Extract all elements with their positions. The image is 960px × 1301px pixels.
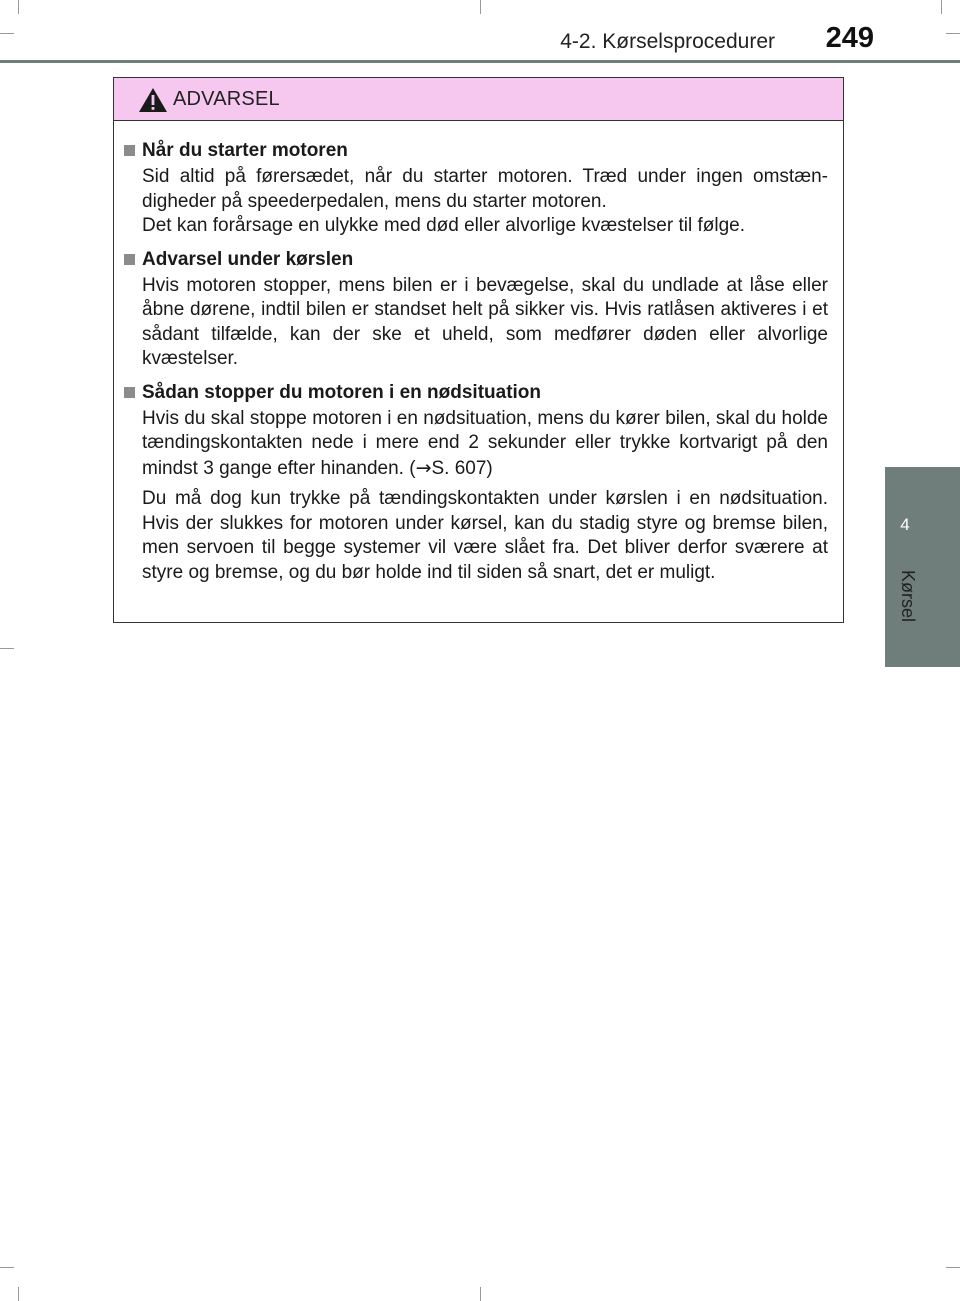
- chapter-label: Kørsel: [898, 570, 918, 623]
- chapter-number: 4: [900, 515, 910, 534]
- crop-mark: [18, 1287, 19, 1301]
- paragraph: Du må dog kun trykke på tændingskontakten under kørslen i en nødsituation. Hvis der slukkes for motoren under kørsel, kan du stadig styre og bremse bilen, men servoen til begge systemer vil være slået fra. Det bliver derfor sværere at styre og bremse, og du bør holde ind til siden så snart, det er muligt.: [142, 488, 828, 583]
- crop-mark: [480, 0, 481, 14]
- section-title: 4-2. Kørselsprocedurer: [560, 30, 775, 53]
- square-bullet-icon: [124, 145, 135, 156]
- crop-mark: [941, 0, 942, 14]
- warning-header: [114, 78, 843, 121]
- square-bullet-icon: [124, 387, 135, 398]
- warning-section: [124, 138, 828, 239]
- paragraph: Hvis du skal stoppe motoren i en nødsituation, mens du kører bilen, skal du holde tændingskontakten nede i mere end 2 sekunder eller trykke kortvarigt på den mindst 3 gange efter hinanden. (→S. 607): [142, 407, 828, 479]
- paragraph: Hvis motoren stopper, mens bilen er i bevægelse, skal du undlade at låse eller åbne dørene, indtil bilen er standset helt på sikker vis. Hvis ratlåsen aktiveres i et sådant tilfælde, kan der ske et uheld, som medfører døden eller alvorlige kvæstelser.: [142, 274, 828, 369]
- crop-mark: [0, 648, 14, 649]
- warning-title: ADVARSEL: [173, 88, 280, 110]
- section-heading: Når du starter motoren: [142, 140, 348, 161]
- square-bullet-icon: [124, 254, 135, 265]
- warning-box: [113, 77, 844, 623]
- section-heading: Sådan stopper du motoren i en nødsituation: [142, 381, 542, 403]
- paragraph: Sid altid på førersædet, når du starter motoren. Træd under ingen omstæn-digheder på speederpedalen, mens du starter motoren.: [142, 166, 828, 212]
- crop-mark: [18, 0, 19, 14]
- warning-section: [124, 247, 828, 372]
- crop-mark: [0, 33, 14, 34]
- warning-body: [114, 121, 843, 585]
- warning-section: [124, 380, 828, 586]
- crop-mark: [0, 1267, 14, 1268]
- crop-mark: [946, 33, 960, 34]
- arrow-icon: →: [415, 456, 432, 479]
- warning-triangle-icon: [138, 87, 168, 113]
- crop-mark: [480, 1287, 481, 1301]
- page-reference-link[interactable]: S. 607): [431, 457, 493, 479]
- paragraph: Det kan forårsage en ulykke med død eller alvorlige kvæstelser til følge.: [142, 215, 745, 236]
- crop-mark: [946, 1267, 960, 1268]
- page-number: 249: [825, 22, 874, 54]
- header-rule: [0, 60, 960, 63]
- section-heading: Advarsel under kørslen: [142, 248, 354, 270]
